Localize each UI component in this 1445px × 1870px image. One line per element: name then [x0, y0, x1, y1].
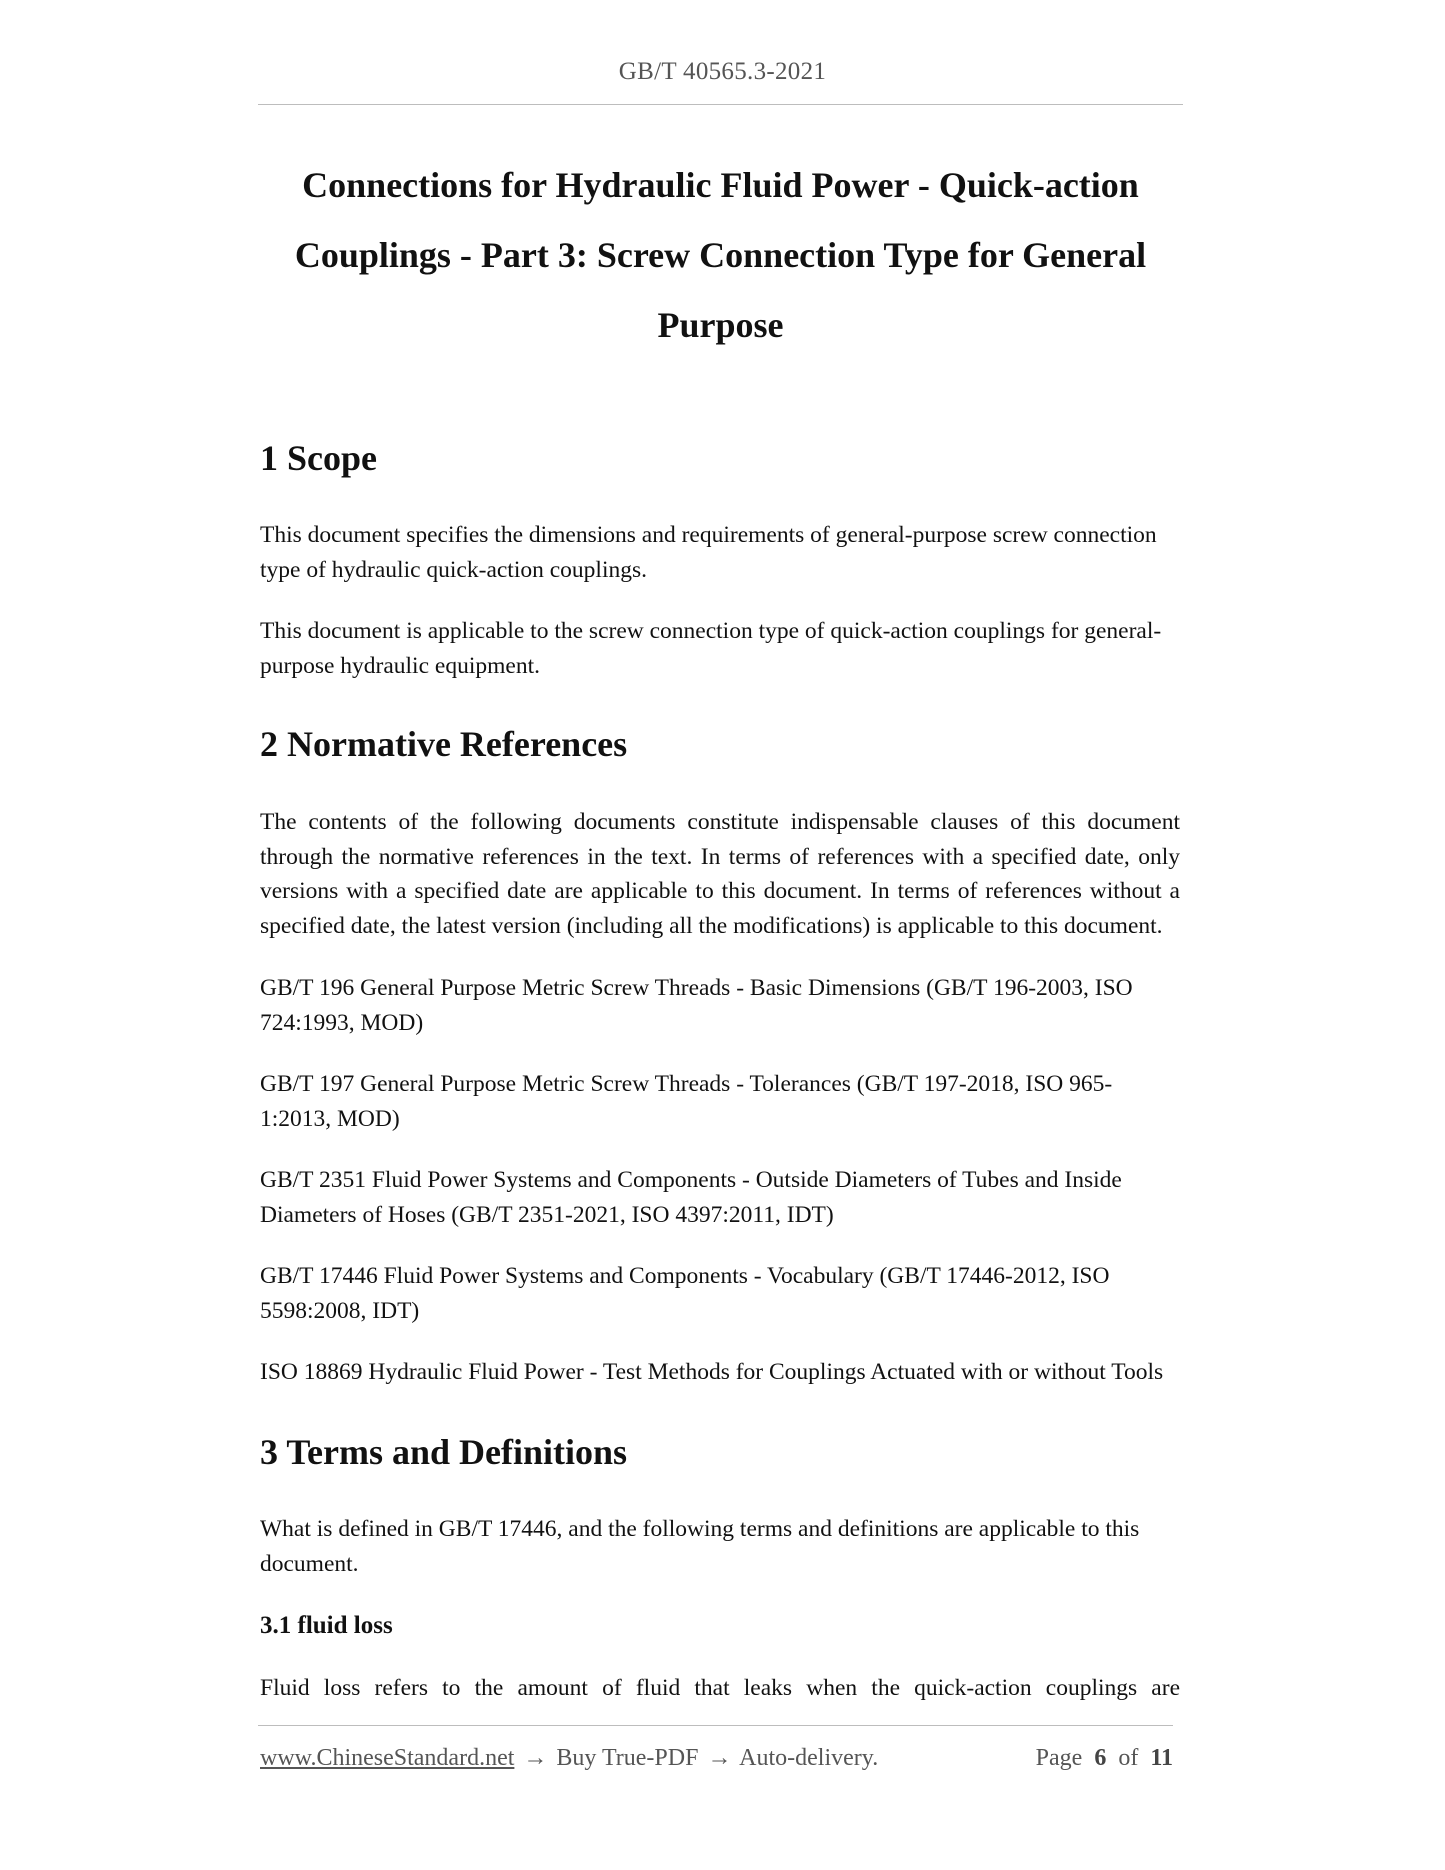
scope-paragraph-2: This document is applicable to the screw connection type of quick-action couplings for general- purpose hydraulic equipment.: [260, 618, 1162, 679]
page-label: Page: [1035, 1745, 1083, 1771]
arrow-right-icon: →: [707, 1745, 732, 1771]
website-link[interactable]: www.ChineseStandard.net: [260, 1745, 515, 1771]
page-footer: [260, 1741, 1173, 1775]
term-heading-fluid-loss: 3.1 fluid loss: [260, 1612, 393, 1639]
document-code: GB/T 40565.3-2021: [618, 58, 827, 85]
reference-gbt-2351: GB/T 2351 Fluid Power Systems and Components - Outside Diameters of Tubes and Inside Diameters of Hoses (GB/T 2351-2021, ISO 4397:2011, IDT): [260, 1167, 1122, 1228]
normative-references-intro: The contents of the following documents constitute indispensable clauses of this document through the normative references in the text. In terms of references with a specified date, only versions with a specified date are applicable to this document. In terms of references without a specified date, the latest version (including all the modifications) is applicable to this document.: [260, 809, 1180, 939]
page-indicator: [1036, 1741, 1173, 1775]
header-divider: [258, 104, 1183, 105]
document-title: Connections for Hydraulic Fluid Power - Quick-action Couplings - Part 3: Screw Connection Type for General Purpose: [294, 165, 1147, 345]
terms-intro: What is defined in GB/T 17446, and the following terms and definitions are applicable to this document.: [260, 1516, 1140, 1577]
footer-divider: [258, 1725, 1173, 1726]
buy-true-pdf-text: Buy True-PDF: [556, 1745, 699, 1771]
reference-iso-18869: ISO 18869 Hydraulic Fluid Power - Test Methods for Couplings Actuated with or without Tools: [260, 1359, 1164, 1385]
term-definition-fluid-loss: Fluid loss refers to the amount of fluid that leaks when the quick-action couplings are: [260, 1675, 1180, 1701]
total-pages-number: 11: [1150, 1745, 1173, 1771]
arrow-right-icon: →: [523, 1745, 548, 1771]
scope-paragraph-1: This document specifies the dimensions and requirements of general-purpose screw connection type of hydraulic quick-action couplings.: [260, 522, 1157, 583]
auto-delivery-text: Auto-delivery.: [739, 1745, 879, 1771]
of-label: of: [1118, 1745, 1139, 1771]
reference-gbt-196: GB/T 196 General Purpose Metric Screw Threads - Basic Dimensions (GB/T 196-2003, ISO 724:1993, MOD): [260, 975, 1133, 1036]
section-heading-terms-definitions: 3 Terms and Definitions: [260, 1432, 628, 1472]
current-page-number: 6: [1094, 1745, 1107, 1771]
reference-gbt-197: GB/T 197 General Purpose Metric Screw Threads - Tolerances (GB/T 197-2018, ISO 965- 1:2013, MOD): [260, 1071, 1113, 1132]
reference-gbt-17446: GB/T 17446 Fluid Power Systems and Components - Vocabulary (GB/T 17446-2012, ISO 5598:2008, IDT): [260, 1263, 1110, 1324]
section-heading-scope: 1 Scope: [260, 438, 377, 478]
section-heading-normative-references: 2 Normative References: [260, 724, 628, 764]
